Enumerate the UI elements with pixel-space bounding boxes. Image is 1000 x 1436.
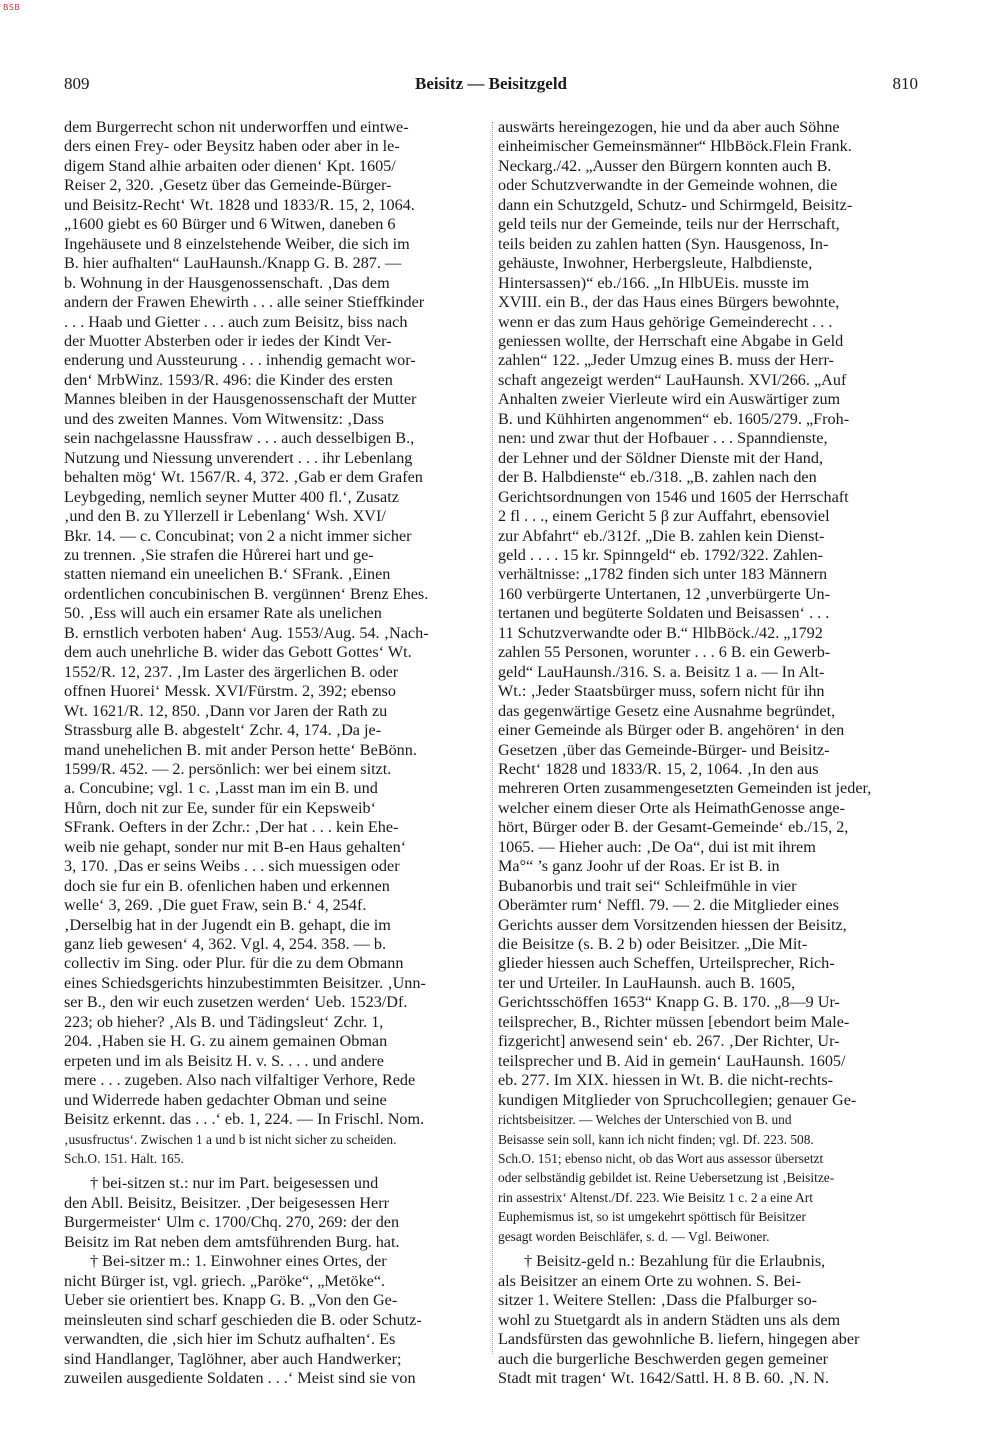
text-line: digem Stand alhie arbaiten oder dienen‘ Kpt. 1605/ [64,156,396,175]
text-line: Oberämter rum‘ Neffl. 79. — 2. die Mitglieder eines [498,896,839,915]
text-line: teilsprecher und B. Aid in gemein‘ LauHaunsh. 1605/ [498,1051,846,1070]
text-line: auswärts hereingezogen, hie und da aber auch Söhne [498,118,840,136]
text-line: mehreren Orten zusammengesetzten Gemeinden ist jeder, [498,779,872,798]
text-line: mand unehelichen B. mit ander Person hette‘ BeBönn. [64,740,417,759]
text-line: Ma°“ ’s ganz Joohr uf der Roas. Er ist B. in [498,857,780,876]
text-line: auch die burgerliche Beschwerden gegen gemeiner [498,1349,829,1368]
text-line: kundigen Mitglieder von Spruchcollegien; genauer Ge- [498,1090,857,1109]
text-line: † Bei-sitzer m.: 1. Einwohner eines Ortes, der [90,1252,387,1271]
text-line: Wt.: ‚Jeder Staatsbürger muss, sofern nicht für ihn [498,682,825,701]
text-line: den‘ MrbWinz. 1593/R. 496: die Kinder des ersten [64,370,393,389]
text-line: B. ernstlich verboten haben‘ Aug. 1553/Aug. 54. ‚Nach- [64,623,429,642]
text-line: sitzer 1. Weitere Stellen: ‚Dass die Pfalburger so- [498,1291,818,1310]
text-line: wohl zu Stuetgardt als in andern Städten uns als dem [498,1310,841,1329]
text-line: 204. ‚Haben sie H. G. zu ainem gemainen Obman [64,1032,388,1051]
page-number-left: 809 [64,74,90,93]
text-line: dann ein Schutzgeld, Schutz- und Schirmgeld, Beisitz- [498,195,853,214]
text-line: Strassburg alle B. abgestelt‘ Zchr. 4, 174. ‚Da je- [64,721,382,740]
text-line: der B. Halbdienste“ eb./318. „B. zahlen nach den [498,468,817,487]
text-line: Sch.O. 151. Halt. 165. [64,1151,184,1167]
text-line: Euphemismus ist, so ist umgekehrt spöttisch für Beisitzer [498,1209,806,1225]
text-line: B. hier aufhalten“ LauHaunsh./Knapp G. B. 287. — [64,254,402,273]
text-line: eb. 277. Im XIX. hiessen in Wt. B. die nicht-rechts- [498,1071,834,1090]
text-line: richtsbeisitzer. — Welches der Unterschied von B. und [498,1112,792,1128]
text-line: eines Schiedsgerichts hinzubestimmten Beisitzer. ‚Unn- [64,973,426,992]
text-line: welcher einem dieser Orte als HeimathGenosse ange- [498,798,845,817]
text-line: 3, 170. ‚Das er seins Weibs . . . sich muessigen oder [64,857,400,876]
text-line: Hůrn, doch nit zur Ee, sunder für ein Kepsweib‘ [64,798,376,817]
text-line: ders einen Frey- oder Beysitz haben oder aber in le- [64,137,400,156]
text-line: hört, Bürger oder B. der Gesamt-Gemeinde‘ eb./15, 2, [498,818,849,837]
text-line: verwandten, die ‚sich hier im Schutz aufhalten‘. Es [64,1330,396,1349]
text-line: und Beisitz-Recht‘ Wt. 1828 und 1833/R. 15, 2, 1064. [64,195,415,214]
text-line: und des zweiten Mannes. Vom Witwensitz: ‚Dass [64,409,384,428]
text-line: Bubanorbis und trait sei“ Schleifmühle in vier [498,876,797,895]
text-line: 2 fl . . ., einem Gericht 5 β zur Auffahrt, ebensoviel [498,507,830,526]
text-line: ganz lieb gewesen‘ 4, 362. Vgl. 4, 254. 358. — b. [64,935,387,954]
page-number-right: 810 [892,74,918,93]
text-line: zahlen“ 122. „Jeder Umzug eines B. muss der Herr- [498,351,834,370]
right-column [498,118,918,1388]
text-line: † Beisitz-geld n.: Bezahlung für die Erlaubnis, [524,1252,826,1271]
text-line: einheimischer Gemeinsmänner“ HlbBöck.Flein Frank. [498,137,852,156]
text-line: Nutzung und Niessung unverendert . . . ihr Lebenlang [64,448,413,467]
text-line: offnen Huorei‘ Messk. XVI/Fürstm. 2, 392; ebenso [64,682,396,701]
text-line: 1599/R. 452. — 2. persönlich: wer bei einem sitzt. [64,759,392,778]
text-line: Burgermeister‘ Ulm c. 1700/Chq. 270, 269: der den [64,1213,400,1232]
column-divider [492,122,494,1354]
text-line: 223; ob hieher? ‚Als B. und Tädingsleut‘ Zchr. 1, [64,1012,384,1031]
text-line: ‚Derselbig hat in der Jugendt ein B. gehapt, die im [64,915,391,934]
running-head: Beisitz — Beisitzgeld [414,74,568,93]
text-line: SFrank. Oefters in der Zchr.: ‚Der hat . . . kein Ehe- [64,818,399,837]
text-line: geld“ LauHaunsh./316. S. a. Beisitz 1 a. — In Alt- [498,662,825,681]
text-line: ‚ususfructus‘. Zwischen 1 a und b ist nicht sicher zu scheiden. [64,1131,397,1147]
text-line: nicht Bürger ist, vgl. griech. „Paröke“, „Metöke“. [64,1271,386,1290]
text-line: welle‘ 3, 269. ‚Die guet Fraw, sein B.‘ 4, 254f. [64,896,367,915]
text-line: Gerichtsschöffen 1653“ Knapp G. B. 170. „8—9 Ur- [498,993,840,1012]
text-line: rin assestrix‘ Altenst./Df. 223. Wie Beisitz 1 c. 2 a eine Art [498,1189,813,1205]
text-line: dem Burgerrecht schon nit underworffen und eintwe- [64,118,409,136]
text-line: enderung und Aussteurung . . . inhendig gemacht wor- [64,351,416,370]
text-line: zu trennen. ‚Sie strafen die Hůrerei hart und ge- [64,545,374,564]
text-line: einer Gemeinde als Bürger oder B. angehören‘ in den [498,721,845,740]
text-line: sein nachgelassne Haussfraw . . . auch desselbigen B., [64,429,415,448]
text-line: als Beisitzer an einem Orte zu wohnen. S. Bei- [498,1271,801,1290]
text-line: Sch.O. 151; ebenso nicht, ob das Wort aus assessor übersetzt [498,1151,824,1167]
text-line: Reiser 2, 320. ‚Gesetz über das Gemeinde-Bürger- [64,176,392,195]
text-line: den Abll. Beisitz, Beisitzer. ‚Der beigesessen Herr [64,1193,390,1212]
text-line: Hintersassen)“ eb./166. „In HlbUEis. musste im [498,273,810,292]
text-line: mere . . . zugeben. Also nach vilfaltiger Verhore, Rede [64,1071,416,1090]
text-line: Beisasse sein soll, kann ich nicht finden; vgl. Df. 223. 508. [498,1131,814,1147]
text-line: ‚und den B. zu Yllerzell ir Lebenlang‘ Wsh. XVI/ [64,507,386,526]
text-line: geld teils nur der Gemeinde, teils nur der Herrschaft, [498,215,840,234]
text-line: fizgericht] anwesend sein‘ eb. 267. ‚Der Richter, Ur- [498,1032,840,1051]
text-line: ordentlichen concubinischen B. vergünnen‘ Brenz Ehes. [64,584,429,603]
text-line: sind Handlanger, Taglöhner, aber auch Handwerker; [64,1349,402,1368]
text-line: behalten mög‘ Wt. 1567/R. 4, 372. ‚Gab er dem Grafen [64,468,423,487]
text-line: a. Concubine; vgl. 1 c. ‚Lasst man im ein B. und [64,779,378,798]
text-line: wenn er das zum Haus gehörige Gemeinderecht . . . [498,312,833,331]
text-line: 1065. — Hieher auch: ‚De Oa“, dui ist mit ihrem [498,837,816,856]
text-line: 1552/R. 12, 237. ‚Im Laster des ärgerlichen B. oder [64,662,399,681]
text-line: oder Schutzverwandte in der Gemeinde wohnen, die [498,176,838,195]
text-line: Wt. 1621/R. 12, 850. ‚Dann vor Jaren der Rath zu [64,701,388,720]
text-line: Mannes bleiben in der Hausgenossenschaft der Mutter [64,390,417,409]
text-line: collectiv im Sing. oder Plur. für die zu dem Obmann [64,954,404,973]
text-line: gehäuste, Inwohner, Herbergsleute, Halbdienste, [498,254,813,273]
text-line: Landsfürsten das gewohnliche B. liefern, hingegen aber [498,1330,860,1349]
text-line: Neckarg./42. „Ausser den Bürgern konnten auch B. [498,156,832,175]
text-line: das gegenwärtige Gesetz eine Ausnahme begründet, [498,701,836,720]
text-line: teilsprecher, B., Richter müssen [ebendort beim Male- [498,1012,850,1031]
text-line: Stadt mit tragen‘ Wt. 1642/Sattl. H. 8 B. 60. ‚N. N. [498,1369,830,1387]
text-line: oder selbständig gebildet ist. Reine Uebersetzung ist ‚Beisitze- [498,1170,835,1186]
text-line: die Beisitze (s. B. 2 b) oder Beisitzer. „Die Mit- [498,935,808,954]
text-line: b. Wohnung in der Hausgenossenschaft. ‚Das dem [64,273,390,292]
text-line: schaft angezeigt werden“ LauHaunsh. XVI/266. „Auf [498,370,847,389]
text-line: B. und Kühhirten angenommen“ eb. 1605/279. „Froh- [498,409,850,428]
text-line: dem auch unehrliche B. wider das Gebott Gottes‘ Wt. [64,643,412,662]
text-line: Beisitz im Rat neben dem amtsführenden Burg. hat. [64,1232,400,1251]
text-line: Leybgeding, nemlich seyner Mutter 400 fl.‘, Zusatz [64,487,399,506]
page-header [64,74,918,98]
text-line: zahlen 55 Personen, worunter . . . 6 B. ein Gewerb- [498,643,831,662]
text-line: statten niemand ein uneelichen B.‘ SFrank. ‚Einen [64,565,391,584]
text-line: „1600 giebt es 60 Bürger und 6 Witwen, daneben 6 [64,215,396,234]
text-line: andern der Frawen Ehewirth . . . alle seiner Stieffkinder [64,293,425,312]
text-line: 160 verbürgerte Untertanen, 12 ‚unverbürgerte Un- [498,584,831,603]
text-line: ser B., den wir euch zusetzen werden‘ Ueb. 1523/Df. [64,993,408,1012]
text-line: doch sie fur ein B. ofenlichen haben und erkennen [64,876,390,895]
library-stamp: BSB [3,3,21,12]
text-line: geld . . . . 15 kr. Spinngeld“ eb. 1792/322. Zahlen- [498,545,824,564]
text-line: und Widerrede haben gedachter Obman und seine [64,1090,387,1109]
text-line: Bkr. 14. — c. Concubinat; von 2 a nicht immer sicher [64,526,412,545]
text-line: erpeten und im als Beisitz H. v. S. . . . und andere [64,1051,384,1070]
text-line: Recht‘ 1828 und 1833/R. 15, 2, 1064. ‚In den aus [498,759,819,778]
text-line: Gesetzen ‚über das Gemeinde-Bürger- und Beisitz- [498,740,830,759]
text-line: gesagt worden Beischläfer, s. d. — Vgl. Beiwoner. [498,1228,770,1244]
text-line: Beisitz erkennt. das . . .‘ eb. 1, 224. — In Frischl. Nom. [64,1110,425,1129]
text-line: nen: und zwar thut der Hofbauer . . . Spanndienste, [498,429,828,448]
text-line: XVIII. ein B., der das Haus eines Bürgers bewohnte, [498,293,840,312]
text-line: † bei-sitzen st.: nur im Part. beigesessen und [90,1174,379,1193]
text-line: Gerichts ausser dem Vorsitzenden hiessen der Beisitz, [498,915,847,934]
text-line: zur Abfahrt“ eb./312f. „Die B. zahlen kein Dienst- [498,526,825,545]
text-line: teils beiden zu zahlen hatten (Syn. Hausgenoss, In- [498,234,829,253]
text-line: glieder hiessen auch Scheffen, Urteilsprecher, Rich- [498,954,835,973]
text-line: Gerichtsordnungen von 1546 und 1605 der Herrschaft [498,487,849,506]
text-line: Ueber sie orientiert bes. Knapp G. B. „Von den Ge- [64,1291,398,1310]
text-line: verhältnisse: „1782 finden sich unter 183 Männern [498,565,828,584]
left-column [64,118,488,1388]
text-line: tertanen und begüterte Soldaten und Beisassen‘ . . . [498,604,830,623]
text-line: Anhalten zweier Vierleute wird ein Auswärtiger zum [498,390,841,409]
text-line: . . . Haab und Gietter . . . auch zum Beisitz, biss nach [64,312,408,331]
text-line: ter und Urteiler. In LauHaunsh. auch B. 1605, [498,973,796,992]
text-line: zuweilen ausgediente Soldaten . . .‘ Meist sind sie von [64,1369,416,1387]
text-line: geniessen wollte, der Herrschaft eine Abgabe in Geld [498,331,844,350]
text-line: meinsleuten sind scharf geschieden die B. oder Schutz- [64,1310,422,1329]
text-line: 11 Schutzverwandte oder B.“ HlbBöck./42. „1792 [498,623,823,642]
text-line: weib nie gehapt, sonder nur mit B-en Haus gehalten‘ [64,837,407,856]
text-line: der Muotter Absterben oder ir iedes der Kindt Ver- [64,331,392,350]
text-line: Ingehäusete und 8 einzelstehende Weiber, die sich im [64,234,410,253]
text-line: der Lehner und der Söldner Dienste mit der Hand, [498,448,823,467]
text-line: 50. ‚Ess will auch ein ersamer Rate als unelichen [64,604,382,623]
